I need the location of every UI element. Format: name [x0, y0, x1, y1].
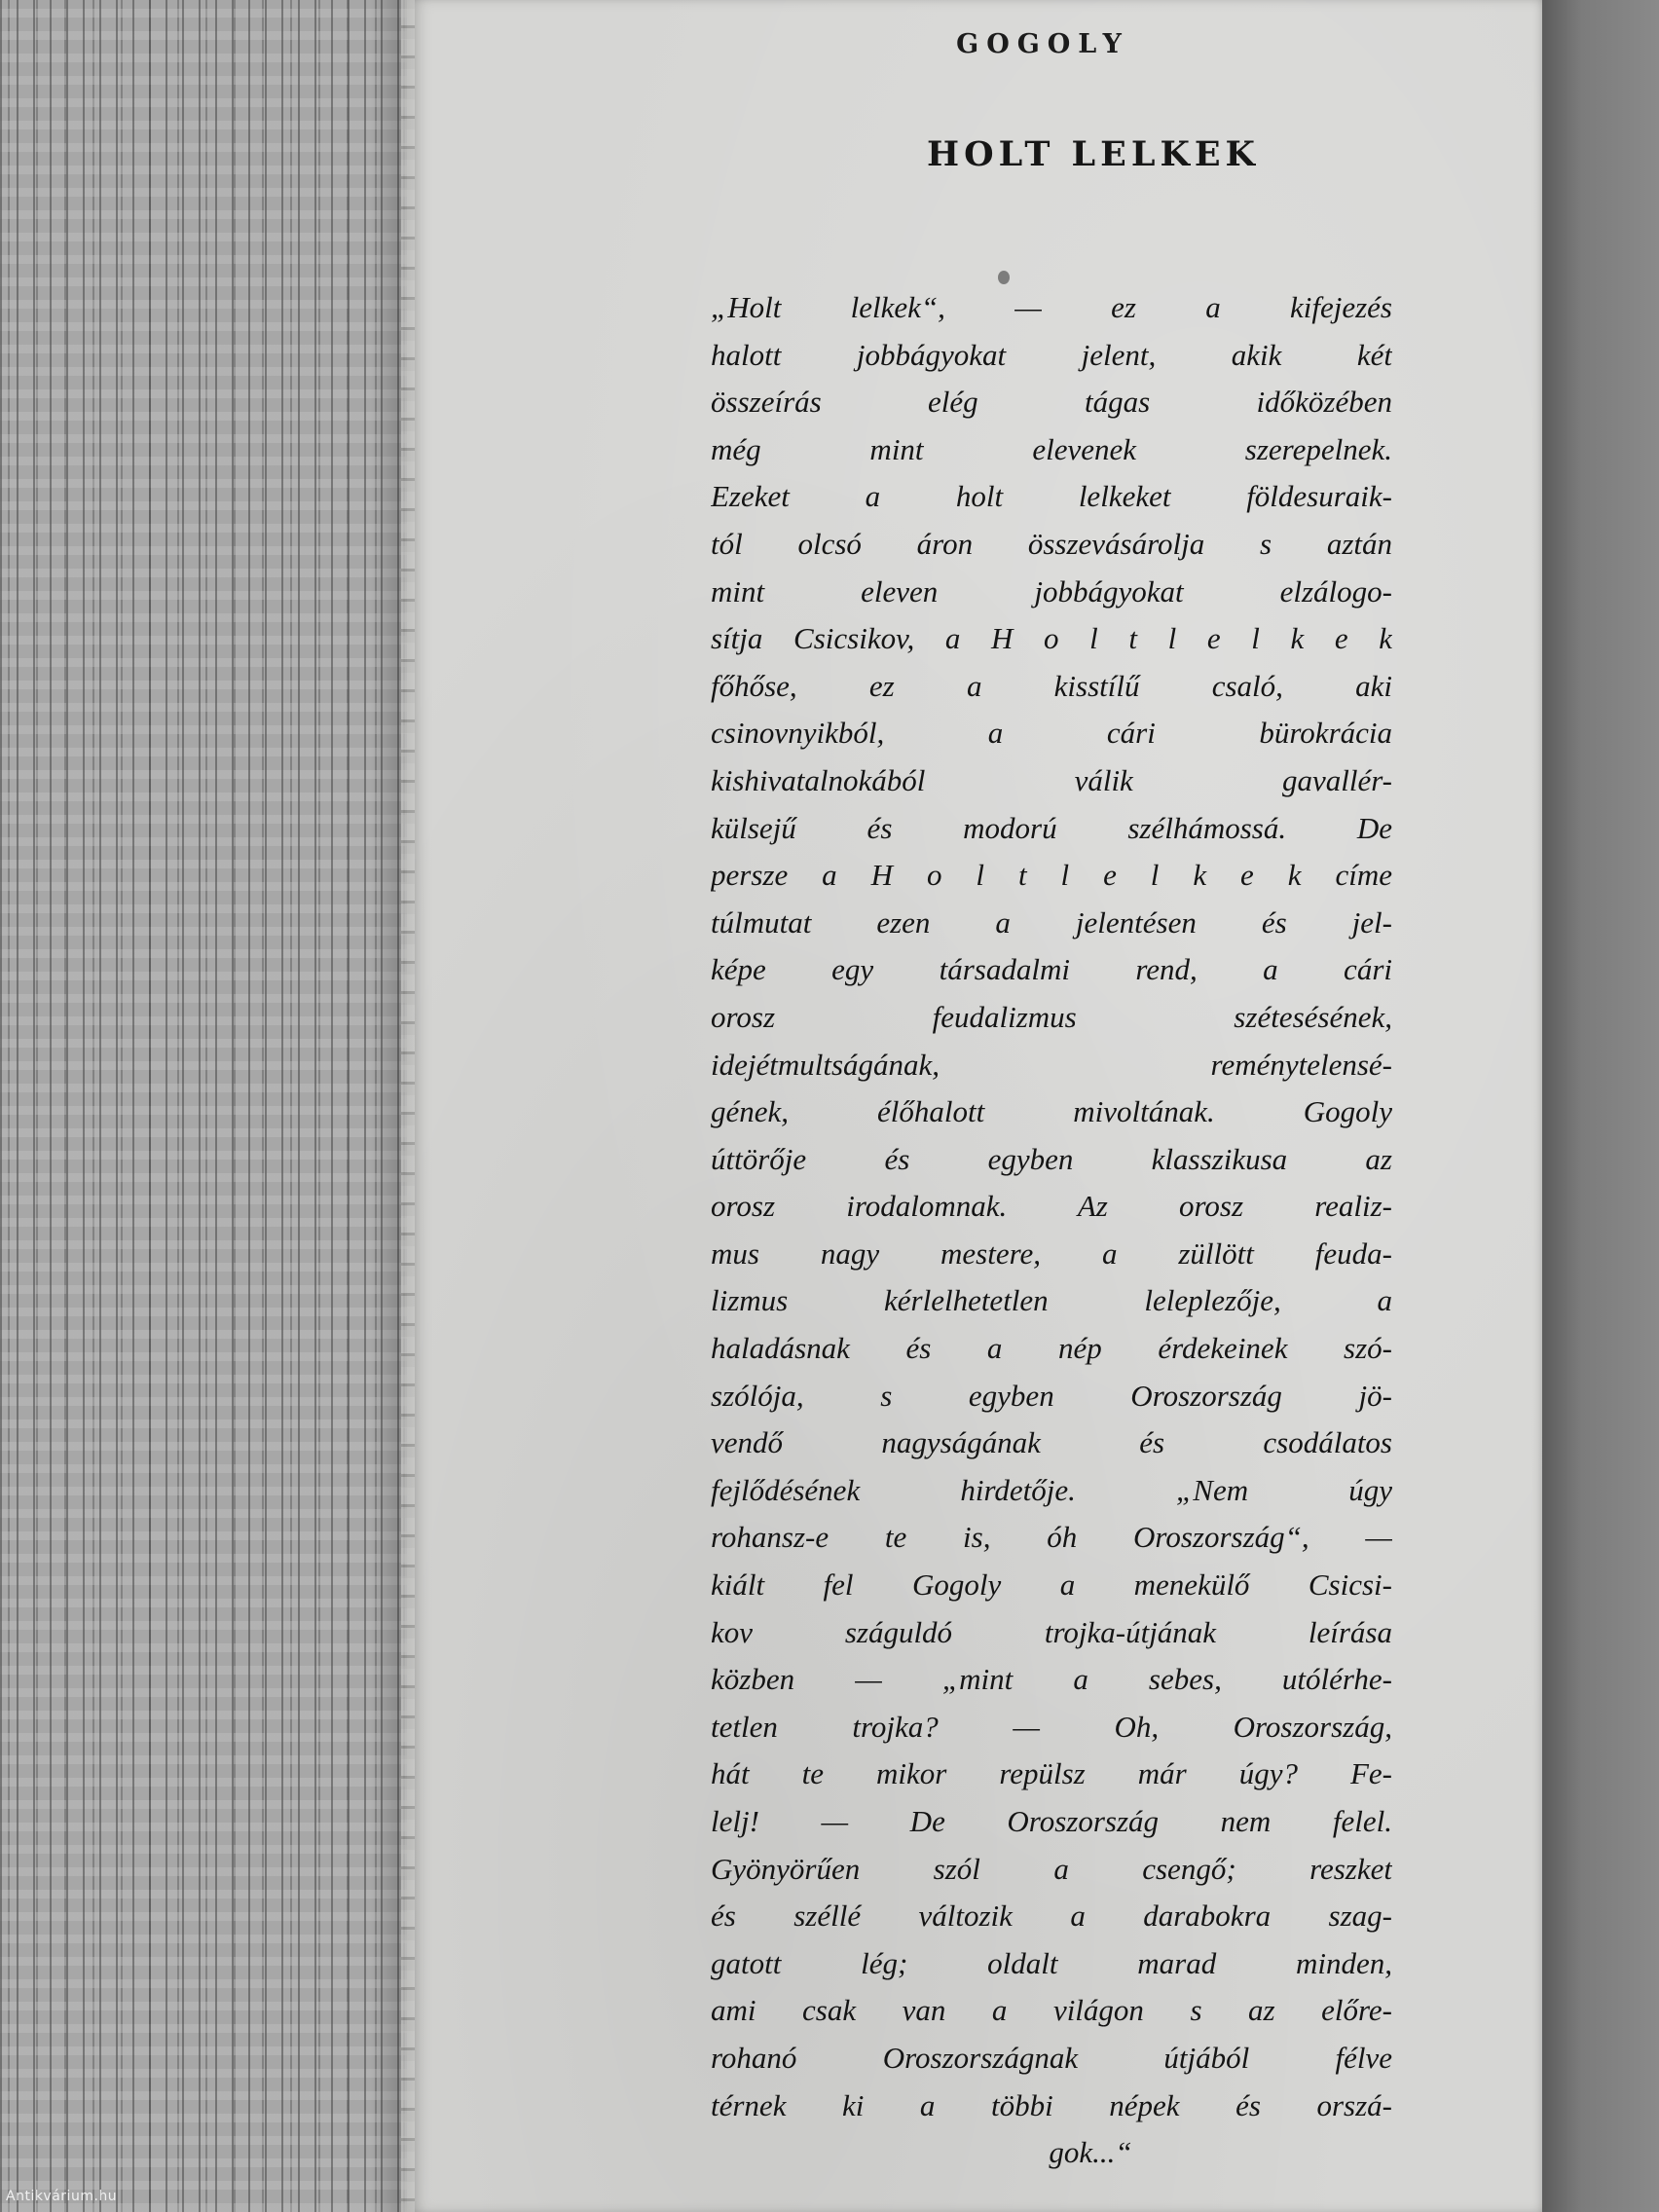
- marbled-endpaper: [0, 0, 421, 2212]
- text-line: tól olcsó áron összevásárolja s aztán: [711, 526, 1392, 561]
- text-line: gok...“: [1049, 2135, 1132, 2170]
- text-line: főhőse, ez a kisstílű csaló, aki: [711, 668, 1392, 703]
- text-line: közben — „mint a sebes, utólérhe-: [711, 1662, 1392, 1697]
- flap-description: [711, 284, 1392, 2177]
- text-line: szólója, s egyben Oroszország jö-: [711, 1378, 1392, 1413]
- text-line: külsejű és modorú szélhámossá. De: [711, 810, 1392, 845]
- text-line: Gyönyörűen szól a csengő; reszket: [711, 1851, 1392, 1886]
- ink-spot: [998, 271, 1010, 284]
- text-line: tetlen trojka? — Oh, Oroszország,: [711, 1709, 1392, 1744]
- text-line: mint eleven jobbágyokat elzálogo-: [711, 573, 1392, 608]
- text-line: sítja Csicsikov, a H o l t l e l k e k: [711, 621, 1392, 656]
- text-line: gatott lég; oldalt marad minden,: [711, 1945, 1392, 1980]
- jacket-flap-page: [407, 0, 1542, 2212]
- text-line: kiált fel Gogoly a menekülő Csicsi-: [711, 1567, 1392, 1603]
- background-surface: [1540, 0, 1659, 2212]
- text-line: persze a H o l t l e l k e k címe: [711, 858, 1392, 893]
- text-line: orosz feudalizmus szétesésének,: [711, 999, 1392, 1034]
- text-line: orosz irodalomnak. Az orosz realiz-: [711, 1189, 1392, 1224]
- text-line: képe egy társadalmi rend, a cári: [711, 952, 1392, 987]
- text-line: gének, élőhalott mivoltának. Gogoly: [711, 1094, 1392, 1129]
- text-line: még mint elevenek szerepelnek.: [711, 431, 1392, 466]
- text-line: vendő nagyságának és csodálatos: [711, 1425, 1392, 1460]
- text-line: hát te mikor repülsz már úgy? Fe-: [711, 1756, 1392, 1791]
- text-line: úttörője és egyben klasszikusa az: [711, 1141, 1392, 1176]
- book-title: HOLT LELKEK: [927, 134, 1260, 174]
- text-line: lizmus kérlelhetetlen leleplezője, a: [711, 1283, 1392, 1318]
- text-line: rohanó Oroszországnak útjából félve: [711, 2040, 1392, 2075]
- text-line: Ezeket a holt lelkeket földesuraik-: [711, 479, 1392, 514]
- text-line: kishivatalnokából válik gavallér-: [711, 762, 1392, 797]
- author-name: GOGOLY: [956, 29, 1129, 59]
- text-line: ami csak van a világon s az előre-: [711, 1993, 1392, 2028]
- text-line: összeírás elég tágas időközében: [711, 385, 1392, 420]
- text-line: fejlődésének hirdetője. „Nem úgy: [711, 1472, 1392, 1507]
- text-line: kov száguldó trojka-útjának leírása: [711, 1614, 1392, 1649]
- watermark: Antikvárium.hu: [6, 2189, 118, 2204]
- text-line: csinovnyikból, a cári bürokrácia: [711, 716, 1392, 751]
- text-line: haladásnak és a nép érdekeinek szó-: [711, 1331, 1392, 1366]
- text-line: és széllé változik a darabokra szag-: [711, 1899, 1392, 1934]
- text-line: térnek ki a többi népek és orszá-: [711, 2087, 1392, 2122]
- text-line: mus nagy mestere, a züllött feuda-: [711, 1235, 1392, 1271]
- text-line: halott jobbágyokat jelent, akik két: [711, 337, 1392, 372]
- text-line: lelj! — De Oroszország nem felel.: [711, 1804, 1392, 1838]
- text-line: túlmutat ezen a jelentésen és jel-: [711, 904, 1392, 940]
- text-line: idejétmultságának, reménytelensé-: [711, 1047, 1392, 1082]
- text-line: „Holt lelkek“, — ez a kifejezés: [711, 290, 1392, 324]
- text-line: rohansz-e te is, óh Oroszország“, —: [711, 1520, 1392, 1555]
